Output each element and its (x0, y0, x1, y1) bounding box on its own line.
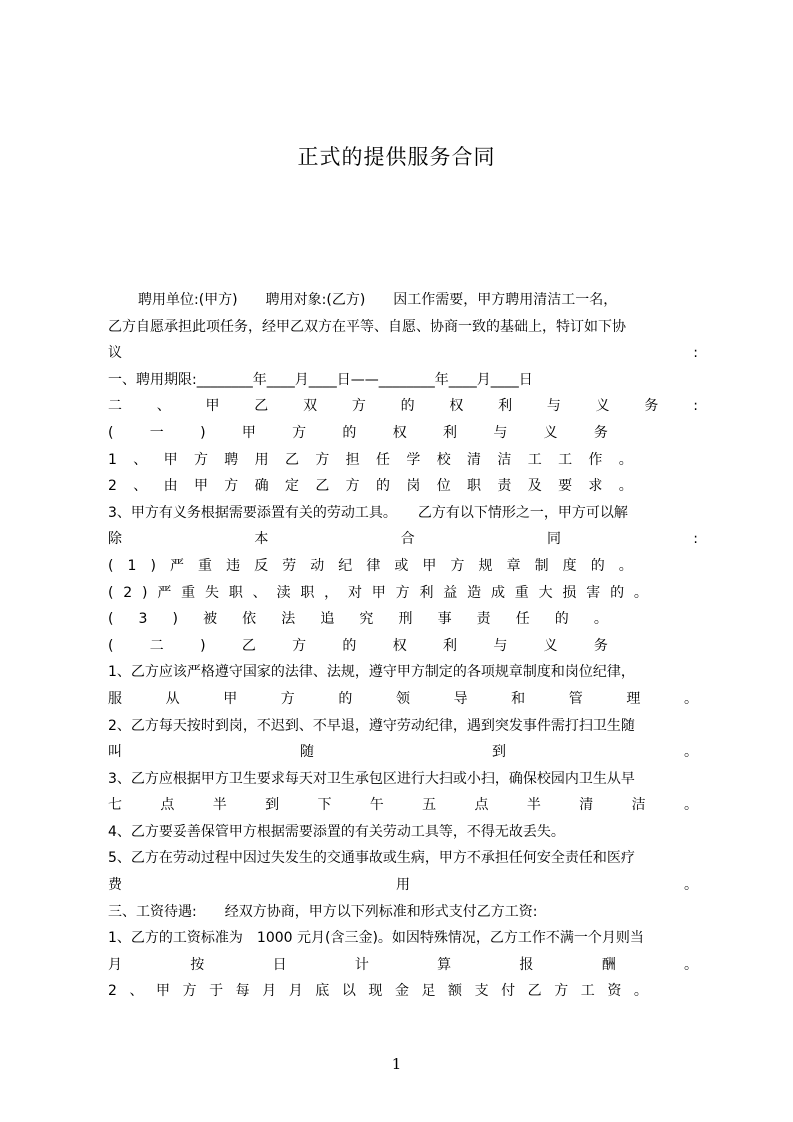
document-line: 1、乙方应该严格遵守国家的法律、法规，遵守甲方制定的各项规章制度和岗位纪律， (108, 664, 635, 681)
line-char: ( (108, 611, 114, 628)
line-char: 月 (262, 983, 277, 1000)
line-char: 动 (310, 557, 325, 574)
line-char: 利 (443, 637, 458, 654)
line-char: 的 (554, 611, 569, 628)
line-char: 额 (448, 983, 463, 1000)
line-char: 乙 (315, 478, 330, 495)
line-char: 方 (450, 557, 465, 574)
line-char: 职 (467, 478, 482, 495)
line-char: 失 (205, 584, 219, 601)
line-char: 甲 (223, 690, 238, 707)
line-char: 的 (342, 424, 357, 441)
document-body (108, 287, 698, 1005)
document-line: 3、乙方应根据甲方卫生要求每天对卫生承包区进行大扫或小扫，确保校园内卫生从早 (108, 770, 635, 787)
line-char: 。 (684, 877, 698, 894)
line-char: 2 (108, 983, 117, 1000)
line-char: 与 (493, 424, 508, 441)
line-char: 方 (554, 983, 569, 1000)
document-line: 1、乙方的工资标准为 1000 元月(含三金)。如因特殊情况，乙方工作不满一个月则当 (108, 930, 644, 947)
line-char: 任 (515, 611, 530, 628)
line-char: 乙 (527, 983, 542, 1000)
line-char: 追 (320, 611, 335, 628)
line-char: 责 (476, 611, 491, 628)
line-char: 。 (633, 584, 648, 601)
line-char: 费 (108, 877, 122, 894)
line-char: 、 (133, 478, 148, 495)
line-char: ， (324, 584, 339, 601)
line-char: 方 (224, 478, 239, 495)
line-char: 律 (366, 557, 381, 574)
line-char: 乙 (284, 451, 299, 468)
line-char: 以 (341, 983, 356, 1000)
line-char: 。 (683, 956, 698, 973)
document-title: 正式的提供服务合同 (297, 145, 496, 169)
line-char: 酬 (601, 956, 616, 973)
line-fragment: 议 (108, 345, 122, 362)
line-char: 。 (593, 611, 608, 628)
line-char: 随 (300, 744, 314, 761)
page-number: 1 (391, 1055, 402, 1073)
line-char: 重 (198, 557, 213, 574)
document-line (108, 447, 633, 474)
line-char: 岗 (406, 478, 421, 495)
line-char: 用 (396, 877, 410, 894)
line-char: 、 (252, 584, 267, 601)
document-line (108, 393, 698, 420)
document-line (108, 553, 633, 580)
line-char: 下 (317, 797, 332, 814)
line-char: 。 (684, 744, 698, 761)
line-char: 、 (156, 398, 171, 415)
line-char: 确 (254, 478, 269, 495)
line-char: 。 (683, 690, 698, 707)
line-char: 本 (254, 531, 269, 548)
line-char: 到 (492, 744, 506, 761)
line-char: 资 (607, 983, 622, 1000)
line-char: 的 (400, 398, 415, 415)
document-line: 3、甲方有义务根据需要添置有关的劳动工具。 乙方有以下情形之一，甲方可以解 (108, 504, 628, 521)
line-char: 究 (359, 611, 374, 628)
line-char: 3 (138, 611, 148, 628)
line-char: 责 (497, 478, 512, 495)
line-char: 叫 (108, 744, 122, 761)
line-char: 严 (157, 584, 172, 601)
line-char: 义 (595, 398, 610, 415)
line-char: 的 (610, 584, 625, 601)
document-line (108, 952, 698, 979)
line-char: 务 (644, 398, 659, 415)
line-char: 足 (421, 983, 436, 1000)
line-char: 清 (579, 797, 594, 814)
line-char: 除 (108, 531, 122, 548)
line-char: 或 (394, 557, 409, 574)
line-char: 领 (395, 690, 410, 707)
line-char: 利 (498, 398, 513, 415)
line-char: 从 (165, 690, 180, 707)
line-char: 现 (368, 983, 383, 1000)
line-char: 违 (226, 557, 241, 574)
line-char: : (693, 398, 698, 415)
line-char: 的 (338, 690, 353, 707)
line-char: 聘 (224, 451, 239, 468)
line-char: 务 (593, 424, 608, 441)
document-line (108, 739, 698, 766)
line-char: 担 (345, 451, 360, 468)
document-line: 4、乙方要妥善保管甲方根据需要添置的有关劳动工具等，不得无故丢失。 (108, 823, 565, 840)
line-char: 甲 (205, 398, 220, 415)
line-char: ) (200, 424, 206, 441)
line-char: 定 (284, 478, 299, 495)
line-char: 双 (303, 398, 318, 415)
line-char: ) (142, 584, 148, 601)
line-char: 法 (281, 611, 296, 628)
line-char: 义 (543, 637, 558, 654)
line-char: 方 (280, 690, 295, 707)
line-char: 制 (534, 557, 549, 574)
line-char: 、 (129, 983, 144, 1000)
line-char: 方 (315, 451, 330, 468)
line-char: 任 (376, 451, 391, 468)
line-char: 洁 (631, 797, 646, 814)
line-char: 二 (108, 398, 122, 415)
line-char: 反 (254, 557, 269, 574)
line-char: 工 (580, 983, 595, 1000)
line-char: : (693, 531, 698, 548)
line-char: ( (108, 424, 114, 441)
line-char: 权 (392, 637, 407, 654)
line-char: 支 (474, 983, 489, 1000)
line-char: 甲 (371, 584, 386, 601)
line-char: 章 (506, 557, 521, 574)
line-char: 同 (546, 531, 561, 548)
line-char: 劳 (282, 557, 297, 574)
line-char: 由 (163, 478, 178, 495)
line-char: 半 (526, 797, 541, 814)
line-char: 。 (618, 557, 633, 574)
line-char: 刑 (398, 611, 413, 628)
document-line: 聘用单位:(甲方) 聘用对象:(乙方) 因工作需要，甲方聘用清洁工一名， (138, 292, 618, 308)
line-char: 于 (209, 983, 224, 1000)
line-char: 五 (422, 797, 437, 814)
document-line (108, 792, 698, 819)
line-char: 重 (181, 584, 196, 601)
line-char: 管 (568, 690, 583, 707)
line-char: 规 (478, 557, 493, 574)
line-char: 校 (436, 451, 451, 468)
line-char: 日 (272, 956, 287, 973)
line-char: ) (200, 637, 206, 654)
line-char: 义 (543, 424, 558, 441)
line-char: 害 (586, 584, 601, 601)
line-char: 甲 (156, 983, 171, 1000)
line-char: 、 (133, 451, 148, 468)
line-char: 方 (292, 637, 307, 654)
line-char: 对 (347, 584, 362, 601)
line-char: 七 (108, 797, 122, 814)
line-char: 月 (108, 956, 122, 973)
line-char: 底 (315, 983, 330, 1000)
line-char: 2 (108, 478, 117, 495)
line-char: 成 (490, 584, 505, 601)
line-char: 洁 (497, 451, 512, 468)
line-char: ) (150, 557, 156, 574)
document-line (108, 340, 698, 367)
line-char: 1 (127, 557, 137, 574)
line-char: 用 (254, 451, 269, 468)
line-char: 纪 (338, 557, 353, 574)
line-char: 合 (400, 531, 415, 548)
line-char: 利 (419, 584, 434, 601)
line-char: 与 (493, 637, 508, 654)
line-char: 的 (376, 478, 391, 495)
line-char: 。 (618, 451, 633, 468)
line-char: 甲 (163, 451, 178, 468)
line-char: 每 (235, 983, 250, 1000)
line-char: 工 (527, 451, 542, 468)
document-line (108, 633, 608, 660)
line-char: 午 (369, 797, 384, 814)
document-line: 2、乙方每天按时到岗，不迟到、不早退，遵守劳动纪律，遇到突发事件需打扫卫生随 (108, 717, 635, 734)
line-char: 金 (394, 983, 409, 1000)
line-char: 职 (228, 584, 243, 601)
line-char: 造 (467, 584, 482, 601)
line-char: 方 (345, 478, 360, 495)
line-char: 重 (514, 584, 529, 601)
line-char: 方 (351, 398, 366, 415)
document-line (108, 420, 608, 447)
line-char: 。 (633, 983, 648, 1000)
line-char: 报 (519, 956, 534, 973)
document-line (108, 473, 633, 500)
line-char: 方 (182, 983, 197, 1000)
line-char: 渎 (276, 584, 291, 601)
line-char: 权 (392, 424, 407, 441)
line-char: 方 (193, 451, 208, 468)
document-line (108, 526, 698, 553)
line-char: 2 (123, 584, 133, 601)
line-char: 甲 (241, 424, 256, 441)
line-char: ( (108, 584, 114, 601)
document-line: 一、聘用期限:________年____月____日——________年____月____日 (108, 371, 533, 388)
line-char: 一 (149, 424, 164, 441)
line-char: 位 (436, 478, 451, 495)
document-line (108, 686, 698, 713)
line-char: 度 (562, 557, 577, 574)
line-char: 。 (683, 797, 698, 814)
line-char: ( (108, 637, 114, 654)
line-char: 理 (626, 690, 641, 707)
line-char: 职 (300, 584, 315, 601)
line-char: 依 (242, 611, 257, 628)
document-line: 三、工资待遇: 经双方协商，甲方以下列标准和形式支付乙方工资: (108, 903, 538, 920)
line-char: 1 (108, 451, 117, 468)
line-char: 求 (588, 478, 603, 495)
line-char: 被 (203, 611, 218, 628)
line-char: 导 (453, 690, 468, 707)
document-line (108, 606, 608, 633)
document-line: 5、乙方在劳动过程中因过失发生的交通事故或生病，甲方不承担任何安全责任和医疗 (108, 850, 635, 867)
line-char: 权 (449, 398, 464, 415)
line-char: 付 (501, 983, 516, 1000)
line-char: 甲 (422, 557, 437, 574)
line-char: 二 (149, 637, 164, 654)
line-char: 甲 (193, 478, 208, 495)
line-char: 点 (160, 797, 175, 814)
line-char: 利 (443, 424, 458, 441)
document-line (108, 872, 698, 899)
line-char: 与 (546, 398, 561, 415)
line-char: 计 (354, 956, 369, 973)
line-char: 要 (558, 478, 573, 495)
line-fragment: : (693, 345, 698, 362)
line-char: 算 (437, 956, 452, 973)
line-char: 月 (288, 983, 303, 1000)
line-char: 服 (108, 690, 122, 707)
line-char: ) (172, 611, 179, 628)
line-char: 严 (170, 557, 184, 574)
line-char: 和 (511, 690, 526, 707)
line-char: 作 (588, 451, 603, 468)
line-char: 到 (265, 797, 280, 814)
line-char: 半 (212, 797, 227, 814)
line-char: 方 (395, 584, 410, 601)
line-char: 点 (474, 797, 489, 814)
line-char: 。 (618, 478, 633, 495)
line-char: 务 (593, 637, 608, 654)
line-char: 损 (562, 584, 577, 601)
line-char: 乙 (254, 398, 269, 415)
line-char: 学 (406, 451, 421, 468)
document-line: 乙方自愿承担此项任务，经甲乙双方在平等、自愿、协商一致的基础上，特订如下协 (108, 318, 626, 335)
line-char: 方 (292, 424, 307, 441)
line-char: 乙 (241, 637, 256, 654)
document-line (108, 580, 648, 607)
document-line (108, 978, 648, 1005)
line-char: 工 (558, 451, 573, 468)
line-char: 大 (538, 584, 553, 601)
line-char: 的 (342, 637, 357, 654)
line-char: 事 (437, 611, 452, 628)
line-char: 清 (467, 451, 482, 468)
line-char: 的 (590, 557, 605, 574)
line-char: 按 (190, 956, 205, 973)
line-char: 及 (527, 478, 542, 495)
line-char: ( (108, 557, 114, 574)
line-char: 益 (443, 584, 458, 601)
